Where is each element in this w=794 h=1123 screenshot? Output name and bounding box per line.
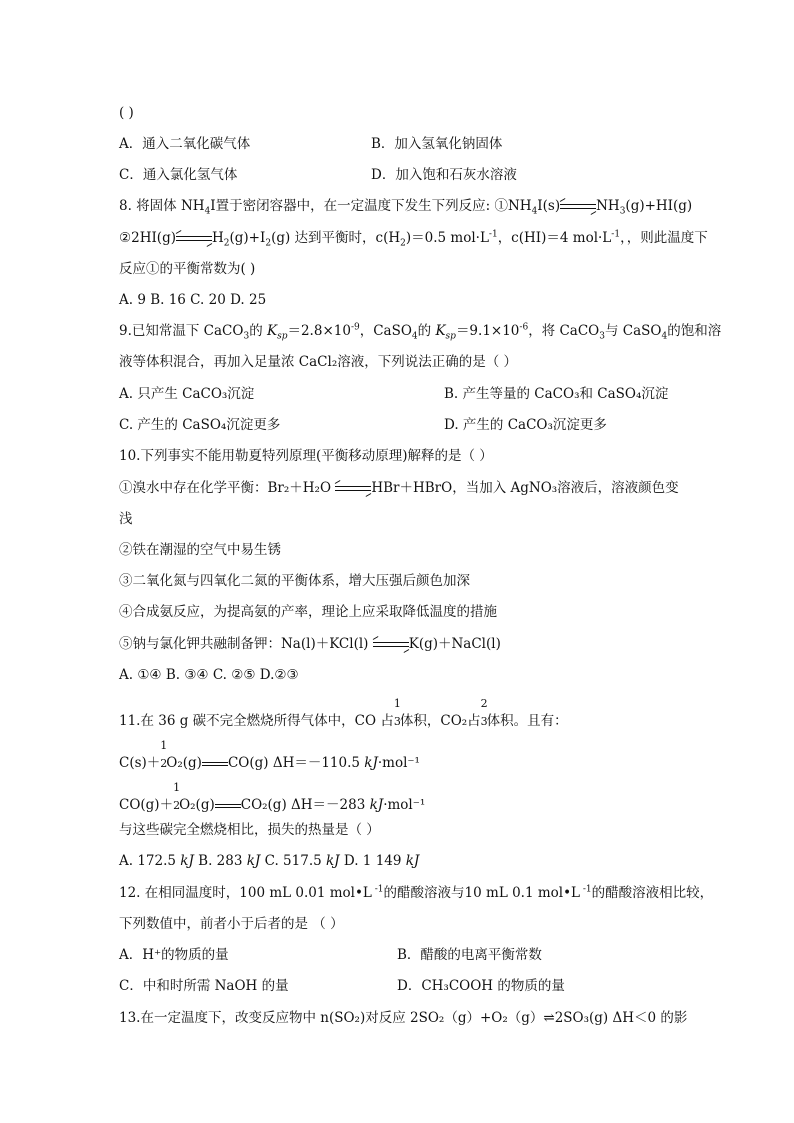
q12-option-d: D．CH₃COOH 的物质的量 [397,978,565,994]
q8-line3: 反应①的平衡常数为( ) [119,261,256,277]
q9-option-c: C. 产生的 CaSO₄沉淀更多 [119,417,281,433]
q7-paren: ( ) [119,105,134,121]
q8-line1: 8. 将固体 $NH_4I$置于密闭容器中，在一定温度下发生下列反应: $①NH_4I(s)$ $NH_3(g)+HI(g)$ [119,198,693,217]
q11-equation1: C(s)＋ 1 2O₂(g) CO(g) ΔH＝－110.5 kJ·mol⁻¹ [119,739,420,771]
q12-option-a: A．H⁺的物质的量 [119,947,229,963]
q9-line1: 9.已知常温下 CaCO$_3$的 $K_{sp}=2.8\times 10^{-9}$，CaSO$_4$的 $K_{sp}=9.1\times 10^{-6}$，将 CaCO$_3$与 CaSO$_4$的饱和溶 [119,322,722,342]
q10-stem: 10.下列事实不能用勒夏特列原理(平衡移动原理)解释的是（ ） [119,448,493,464]
q8-line2: ②2HI(g) $H_2(g)+I_2(g)$ 达到平衡时，$c(H_2)=0.5$ $mol\cdot L^{-1}$，c(HI)＝4 $mol\cdot L^{-1}$，，则此温度下 [119,229,708,249]
q7-option-b: B．加入氢氧化钠固体 [371,136,503,152]
q10-item1: ①溴水中存在化学平衡：Br₂＋H₂O HBr＋HBrO，当加入 AgNO₃溶液后，溶液颜色变 [119,480,679,496]
equals-arrow-icon [202,762,228,766]
q11-equation2: CO(g)＋ 1 2O₂(g) CO₂(g) ΔH＝－283 kJ·mol⁻¹ [119,781,426,813]
fraction-one-third: 1 3 [393,697,401,728]
q10-item2: ②铁在潮湿的空气中易生锈 [119,542,281,558]
q13-line1: 13.在一定温度下，改变反应物中 n(SO₂)对反应 2SO₂（g）+O₂（g）⇌2SO₃(g) ΔH＜0 的影 [119,1010,688,1026]
q9-option-a: A. 只产生 CaCO₃沉淀 [119,386,255,402]
q9-option-b: B. 产生等量的 CaCO₃和 CaSO₄沉淀 [444,386,669,402]
q10-item4: ④合成氨反应，为提高氨的产率，理论上应采取降低温度的措施 [119,604,497,620]
fraction-two-thirds: 2 3 [480,697,488,728]
q7-option-a: A．通入二氧化碳气体 [119,136,251,152]
q9-option-d: D. 产生的 CaCO₃沉淀更多 [444,417,607,433]
q10-item1-cont: 浅 [119,511,133,527]
q9-line2: 液等体积混合，再加入足量浓 CaCl₂溶液，下列说法正确的是（ ） [119,354,518,370]
q8-options: A. 9 B. 16 C. 20 D. 25 [119,292,267,308]
q10-options: A. ①④ B. ③④ C. ②⑤ D.②③ [119,667,299,683]
q12-option-c: C．中和时所需 NaOH 的量 [119,978,289,994]
q11-line1: 11.在 36 g 碳不完全燃烧所得气体中，CO 占 1 3体积，CO₂占 2 3体积。且有： [119,697,568,729]
equilibrium-arrow-icon [560,202,596,212]
equilibrium-arrow-icon [176,234,212,244]
q10-item3: ③二氧化氮与四氧化二氮的平衡体系，增大压强后颜色加深 [119,573,470,589]
q7-option-d: D．加入饱和石灰水溶液 [371,167,517,183]
q11-options: A. 172.5 kJ B. 283 kJ C. 517.5 kJ D. 1 149 kJ [119,853,420,869]
q10-item5: ⑤钠与氯化钾共融制备钾：Na(l)＋KCl(l) K(g)＋NaCl(l) [119,636,501,652]
fraction-one-half: 1 2 [160,739,168,770]
equilibrium-arrow-icon [335,484,371,494]
q11-stem: 与这些碳完全燃烧相比，损失的热量是（ ） [119,822,380,838]
q12-option-b: B．醋酸的电离平衡常数 [397,947,542,963]
fraction-one-half: 1 2 [173,781,181,812]
q12-line1: 12. 在相同温度时，100 mL 0.01 mol•L $^{-1}$的醋酸溶液与10 mL 0.1 mol•L $^{-1}$的醋酸溶液相比较， [119,884,714,901]
q7-option-c: C．通入氯化氢气体 [119,167,238,183]
q12-line2: 下列数值中，前者小于后者的是 （ ） [119,916,344,932]
equals-arrow-icon [215,804,241,808]
equilibrium-arrow-icon [373,640,409,650]
